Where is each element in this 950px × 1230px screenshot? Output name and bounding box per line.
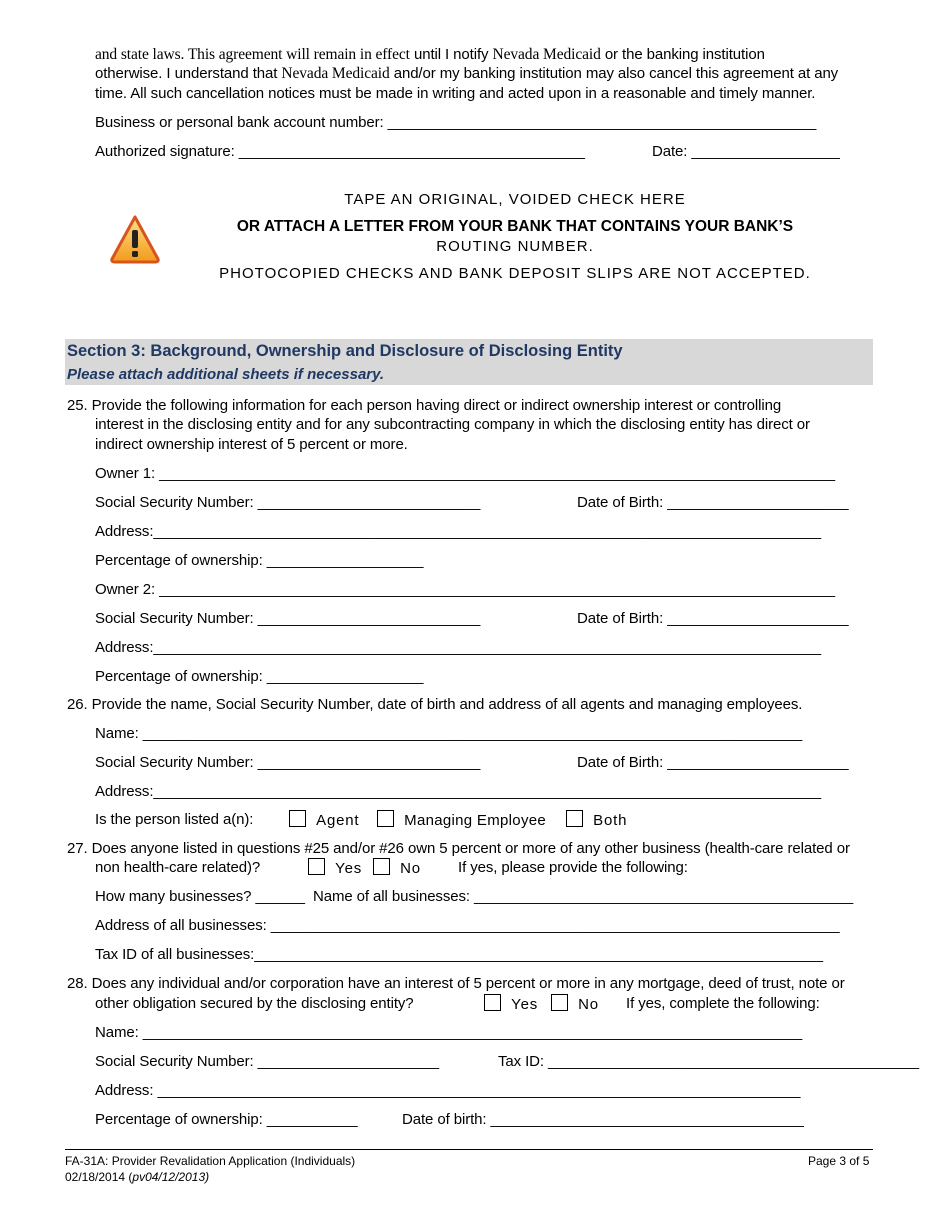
owner1-percentage-field[interactable]: Percentage of ownership: ___________________ [95, 552, 424, 569]
owner2-field[interactable]: Owner 2: __________________________________________________________________________________ [95, 581, 835, 598]
q28-no-checkbox[interactable] [551, 994, 568, 1011]
q27-text-2: non health-care related)? [95, 859, 261, 876]
agent-option[interactable]: Agent [289, 810, 359, 830]
agent-checkbox[interactable] [289, 810, 306, 827]
warning-icon [109, 214, 161, 264]
both-option[interactable]: Both [566, 810, 627, 830]
q28-ifyes-text: If yes, complete the following: [626, 995, 820, 1012]
footer-date: 02/18/2014 (pv04/12/2013) [65, 1170, 210, 1184]
interest-address-field[interactable]: Address: ______________________________________________________________________________ [95, 1082, 801, 1099]
q25-text-3: indirect ownership interest of 5 percent or more. [95, 436, 408, 453]
footer-page-number: Page 3 of 5 [808, 1154, 870, 1168]
interest-taxid-field[interactable]: Tax ID: _____________________________________________ [498, 1053, 919, 1070]
signature-date-field[interactable]: Date: __________________ [652, 143, 840, 160]
footer-divider [65, 1149, 873, 1150]
q27-yes-checkbox[interactable] [308, 858, 325, 875]
managing-employee-checkbox[interactable] [377, 810, 394, 827]
owner1-address-field[interactable]: Address:_________________________________________________________________________________ [95, 523, 822, 540]
q28-yes-option[interactable]: Yes [484, 994, 538, 1014]
interest-dob-field[interactable]: Date of birth: ______________________________________ [402, 1111, 804, 1128]
q28-no-option[interactable]: No [551, 994, 599, 1014]
q26-text: 26. Provide the name, Social Security Number, date of birth and address of all agents and managing employees. [67, 696, 803, 713]
both-checkbox[interactable] [566, 810, 583, 827]
notice-line-2: OR ATTACH A LETTER FROM YOUR BANK THAT CONTAINS YOUR BANK’S [236, 218, 794, 235]
q27-no-checkbox[interactable] [373, 858, 390, 875]
agent-dob-field[interactable]: Date of Birth: ______________________ [577, 754, 849, 771]
q28-yes-checkbox[interactable] [484, 994, 501, 1011]
notice-line-1: TAPE AN ORIGINAL, VOIDED CHECK HERE [344, 191, 686, 208]
owner2-percentage-field[interactable]: Percentage of ownership: ___________________ [95, 668, 424, 685]
agent-name-field[interactable]: Name: ________________________________________________________________________________ [95, 725, 803, 742]
business-address-field[interactable]: Address of all businesses: _____________________________________________________________________ [95, 917, 840, 934]
owner2-dob-field[interactable]: Date of Birth: ______________________ [577, 610, 849, 627]
q28-text-2: other obligation secured by the disclosing entity? [95, 995, 414, 1012]
q25-text-1: 25. Provide the following information for each person having direct or indirect ownership interest or controlling [67, 397, 782, 414]
section-3-title: Section 3: Background, Ownership and Disclosure of Disclosing Entity [67, 342, 623, 360]
q28-text-1: 28. Does any individual and/or corporation have an interest of 5 percent or more in any mortgage, deed of trust, note or [67, 975, 845, 992]
managing-employee-option[interactable]: Managing Employee [377, 810, 546, 830]
paragraph-line-2: otherwise. I understand that Nevada Medicaid and/or my banking institution may also cancel this agreement at any [95, 65, 839, 82]
notice-line-4: PHOTOCOPIED CHECKS AND BANK DEPOSIT SLIPS ARE NOT ACCEPTED. [219, 265, 811, 282]
q27-yes-option[interactable]: Yes [308, 858, 362, 878]
person-type-question: Is the person listed a(n): [95, 811, 254, 828]
paragraph-line-3: time. All such cancellation notices must be made in writing and acted upon in a reasonable and timely manner. [95, 85, 816, 102]
footer-form-title: FA-31A: Provider Revalidation Application (Individuals) [65, 1154, 356, 1168]
business-count-field[interactable]: How many businesses? ______ [95, 888, 305, 905]
interest-name-field[interactable]: Name: ________________________________________________________________________________ [95, 1024, 803, 1041]
owner1-field[interactable]: Owner 1: __________________________________________________________________________________ [95, 465, 835, 482]
section-3-subtitle: Please attach additional sheets if necessary. [67, 366, 385, 383]
agent-ssn-field[interactable]: Social Security Number: ___________________________ [95, 754, 481, 771]
q27-no-option[interactable]: No [373, 858, 421, 878]
owner2-address-field[interactable]: Address:_________________________________________________________________________________ [95, 639, 822, 656]
interest-percentage-field[interactable]: Percentage of ownership: ___________ [95, 1111, 358, 1128]
notice-line-3: ROUTING NUMBER. [436, 238, 594, 255]
agent-address-field[interactable]: Address:_________________________________________________________________________________ [95, 783, 822, 800]
owner2-ssn-field[interactable]: Social Security Number: ___________________________ [95, 610, 481, 627]
interest-ssn-field[interactable]: Social Security Number: ______________________ [95, 1053, 439, 1070]
q27-text-1: 27. Does anyone listed in questions #25 and/or #26 own 5 percent or more of any other business (health-care related or [67, 840, 850, 857]
owner1-dob-field[interactable]: Date of Birth: ______________________ [577, 494, 849, 511]
bank-account-field[interactable]: Business or personal bank account number: ____________________________________________________ [95, 114, 817, 131]
q25-text-2: interest in the disclosing entity and for any subcontracting company in which the disclosing entity has direct or [95, 416, 810, 433]
section-3-header [65, 339, 873, 385]
signature-field[interactable]: Authorized signature: __________________________________________ [95, 143, 585, 160]
business-taxid-field[interactable]: Tax ID of all businesses:_____________________________________________________________________ [95, 946, 823, 963]
owner1-ssn-field[interactable]: Social Security Number: ___________________________ [95, 494, 481, 511]
q27-ifyes-text: If yes, please provide the following: [458, 859, 688, 876]
paragraph-line-1: and state laws. This agreement will remain in effect until I notify Nevada Medicaid or the banking institution [95, 46, 765, 63]
business-names-field[interactable]: Name of all businesses: ______________________________________________ [313, 888, 854, 905]
